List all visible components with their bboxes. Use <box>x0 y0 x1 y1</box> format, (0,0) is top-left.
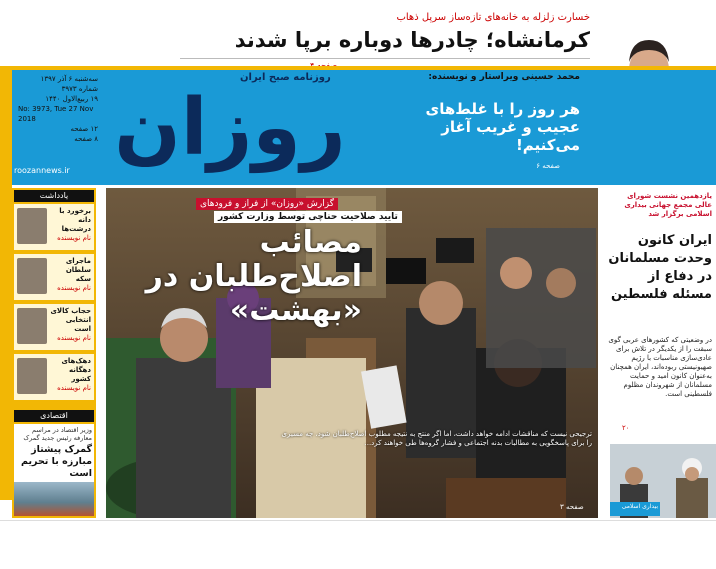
main-story-caption: ترجیحی نیست که مناقشات ادامه خواهد داشت، اما اگر منتج به نتیجه مطلوب اصلاح‌طلبان شود، چه مسیری را برای پاسخگویی به مطالبات بدنه اجتماعی و فشار گروه‌ها طی خواهند کرد... <box>281 430 592 447</box>
right-story-page-ref: ۲۰ <box>622 424 630 432</box>
issue-info-line: ۸ صفحه <box>74 135 98 143</box>
note-title: برخورد با دانه درشت‌ها <box>59 207 91 233</box>
note-title: دهک‌های دهگانه کشور <box>61 357 91 383</box>
top-kicker: خسارت زلزله به خانه‌های تازه‌ساز سرپل ذهاب <box>396 12 590 23</box>
note-title: ماجرای سلطان سکه <box>65 257 91 283</box>
issue-info-line: سه‌شنبه ۶ آذر ۱۳۹۷ <box>40 75 98 83</box>
note-author: نام نویسنده <box>57 334 91 342</box>
logo-subtitle: روزنامه صبح ایران <box>240 72 331 83</box>
main-story-page-ref: صفحه ۳ <box>560 503 584 511</box>
right-story-photo-caption: بیداری اسلامی <box>610 502 660 516</box>
economy-kicker: وزیر اقتصاد در مراسم معارفه رئیس جدید گمرک <box>23 426 92 442</box>
main-story-subkicker: تایید صلاحیت حناچی توسط وزارت کشور <box>214 211 402 223</box>
issue-info-line: ۱۹ ربیع‌الاول ۱۴۴۰ <box>45 95 98 103</box>
note-thumbnail <box>17 308 47 344</box>
columnist-role: محمد حسینی ویراستار و نویسنده: <box>428 72 580 82</box>
note-thumbnail <box>17 358 47 394</box>
note-item[interactable] <box>14 304 94 350</box>
note-author: نام نویسنده <box>57 284 91 292</box>
issue-info <box>18 74 98 152</box>
svg-text:روزان: روزان <box>114 83 346 173</box>
right-story[interactable] <box>604 188 716 518</box>
columnist-page-ref: صفحه ۶ <box>536 162 560 170</box>
newspaper-logo[interactable] <box>100 70 360 180</box>
right-story-title[interactable]: ایران کانون وحدت مسلمانان در دفاع از مسئله فلسطین <box>608 233 712 302</box>
columnist-title[interactable]: هر روز را با غلط‌های عجیب و غریب آغاز می‌کنیم! <box>425 100 580 154</box>
note-author: نام نویسنده <box>57 384 91 392</box>
top-headline[interactable] <box>60 12 590 70</box>
notes-section-label: یادداشت <box>14 190 94 202</box>
issue-info-line: ۱۲ صفحه <box>70 125 98 133</box>
main-story-kicker: گزارش «روزان» از فراز و فرودهای <box>196 198 338 210</box>
note-thumbnail <box>17 258 47 294</box>
left-vertical-strip <box>0 70 12 500</box>
right-story-body: در وضعیتی که کشورهای عربی گوی سبقت را از یکدیگر در تلاش برای عادی‌سازی مناسبات با رژیم صهیونیستی ربوده‌اند، ایران همچنان به‌عنوان کانون امید و حمایت مسلمانان از شهروندان مظلوم فلسطینی است. <box>608 336 712 398</box>
economy-photo <box>14 482 94 516</box>
page-bottom-rule <box>0 520 716 521</box>
columnist-teaser[interactable] <box>380 72 580 178</box>
issue-info-line: شماره ۳۹۷۳ <box>61 85 98 93</box>
economy-teaser[interactable] <box>14 424 94 516</box>
note-thumbnail <box>17 208 47 244</box>
issue-info-line: No: 3973, Tue 27 Nov 2018 <box>18 105 94 123</box>
economy-section-label: اقتصادی <box>14 410 94 422</box>
top-title[interactable]: کرمانشاه؛ چادرها دوباره برپا شدند <box>234 28 590 52</box>
economy-title[interactable]: گمرک پیشتاز مبارزه با تحریم است <box>21 444 92 479</box>
top-divider <box>180 58 590 59</box>
note-title: حجاب کالای انتخابی است <box>50 307 91 333</box>
note-item[interactable] <box>14 354 94 400</box>
right-story-kicker: یازدهمین نشست شورای عالی مجمع جهانی بیداری اسلامی برگزار شد <box>624 192 712 218</box>
note-author: نام نویسنده <box>57 234 91 242</box>
website-url[interactable]: roozannews.ir <box>14 166 70 175</box>
note-item[interactable] <box>14 204 94 250</box>
main-story-title[interactable]: مصائب اصلاح‌طلبان در «بهشت» <box>145 225 362 328</box>
note-item[interactable] <box>14 254 94 300</box>
